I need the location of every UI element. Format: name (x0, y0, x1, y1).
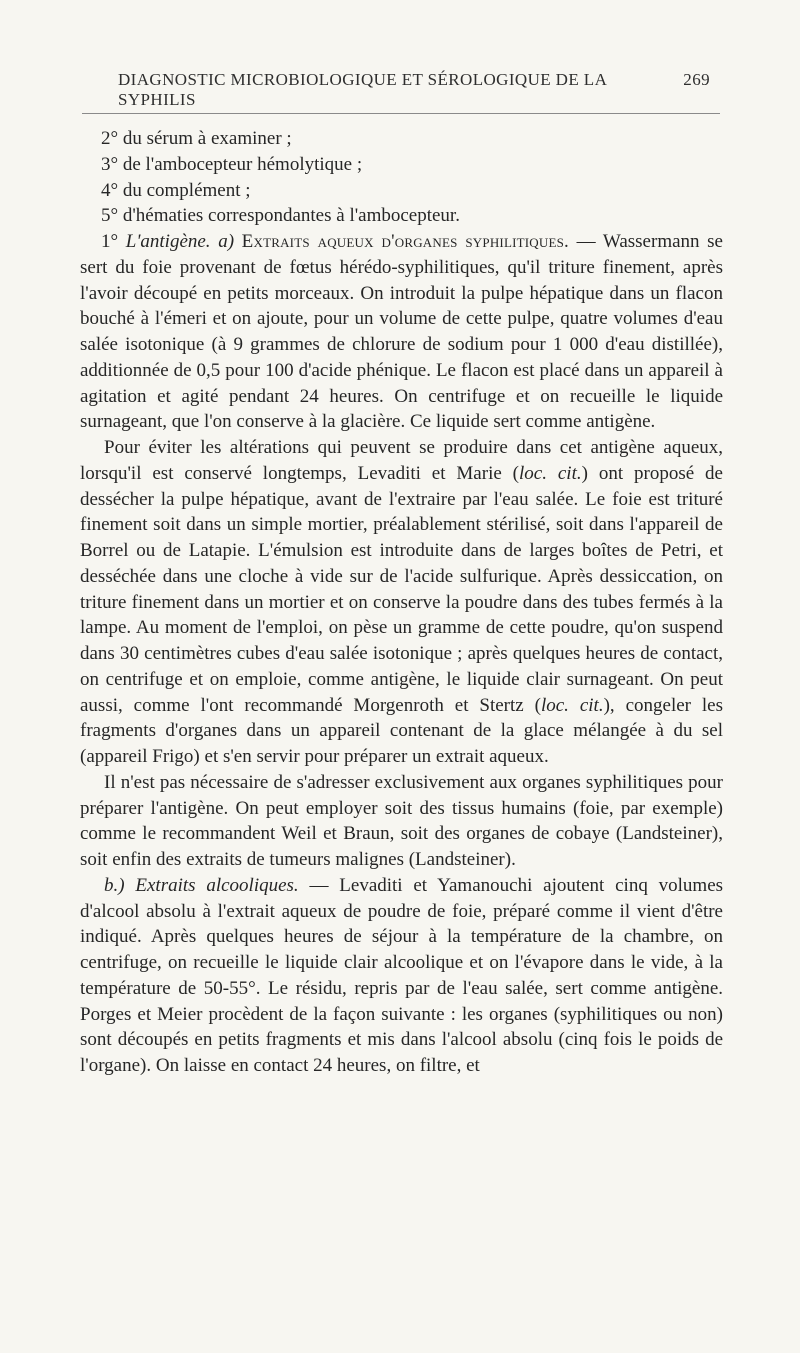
section-number: 1° (101, 231, 119, 252)
antigen-paragraph (80, 229, 723, 435)
list-item: 4° du complément ; (101, 179, 251, 201)
paragraph-text: ), congeler les fragments d'organes dans un appareil contenant de la glace mélangée à du sel (appareil Frigo) et s'en servir pour préparer un extrait aqueux. (80, 694, 724, 767)
list-item: 3° de l'ambocepteur hémolytique ; (101, 153, 363, 175)
section-heading: L'antigène. (125, 231, 211, 252)
paragraph-other-organs: Il n'est pas nécessaire de s'adresser exclusivement aux organes syphilitiques pour préparer l'antigène. On peut employer soit des tissus humains (foie, par exemple) comme le recommandent Weil et Braun, soit des organes de cobaye (Landsteiner), soit enfin des extraits de tumeurs malignes (Landsteiner). (80, 771, 723, 870)
subsection-title: Extraits alcooliques. (135, 874, 299, 896)
body-text (80, 126, 723, 1079)
subsection-title: Extraits aqueux d'organes syphilitiques. (241, 231, 569, 252)
paragraph-text: — Levaditi et Yamanouchi ajoutent cinq volumes d'alcool absolu à l'extrait aqueux de poudre de foie, préparé comme il vient d'être indiqué. Après quelques heures de séjour à la température de la chambre, on centrifuge, on recueille le liquide clair alcoolique et on l'évapore dans le vide, à la température de 50-55°. Le résidu, repris par de l'eau salée, sert comme antigène. Porges et Meier procèdent de la façon suivante : les organes (syphilitiques ou non) sont découpés en petits fragments et mis dans l'alcool absolu (cinq fois le poids de l'organe). On laisse en contact 24 heures, on filtre, et (80, 874, 724, 1076)
list-item: 2° du sérum à examiner ; (101, 128, 292, 149)
page-number: 269 (683, 70, 710, 89)
list-item: 5° d'hématies correspondantes à l'ambocepteur. (101, 205, 460, 227)
subsection-letter: a) (218, 231, 235, 252)
citation: loc. cit. (519, 462, 582, 484)
subsection-letter: b.) (104, 874, 125, 896)
paragraph-text: Pour éviter les altérations qui peuvent se produire dans cet antigène aqueux, lorsqu'il est conservé longtemps, Levaditi et Marie ( (80, 437, 723, 484)
paragraph-text: ) ont proposé de dessécher la pulpe hépatique, avant de l'extraire par l'eau salée. Le foie est trituré finement soit dans un simple mortier, préalablement stérilisé, soit dans l'appareil de Borrel ou de Latapie. L'émulsion est introduite dans de larges boîtes de Petri, et desséchée dans une cloche à vide sur de l'acide sulfurique. Après dessiccation, on triture finement dans un mortier et on conserve la poudre dans des tubes fermés à la lampe. Au moment de l'emploi, on pèse un gramme de cette poudre, qu'on suspend dans 30 centimètres cubes d'eau salée isotonique ; après quelques heures de contact, on centrifuge et on emploie, comme antigène, le liquide clair surnageant. On peut aussi, comme l'ont recommandé Morgenroth et Stertz ( (80, 462, 723, 716)
header-rule (82, 113, 720, 114)
paragraph-alcohol-extracts (80, 873, 723, 1079)
paragraph-text: — Wassermann se sert du foie provenant de fœtus hérédo-syphilitiques, qu'il triture finement, après l'avoir découpé en petits morceaux. On introduit la pulpe hépatique dans un flacon bouché à l'émeri et on ajoute, pour un volume de cette pulpe, quatre volumes d'eau salée isotonique (à 9 grammes de chlorure de sodium pour 1 000 d'eau distillée), additionnée de 0,5 pour 100 d'acide phénique. Le flacon est placé dans un appareil à agitation et agité pendant 24 heures. On centrifuge et on recueille le liquide surnageant, que l'on conserve à la glacière. Ce liquide sert comme antigène. (80, 231, 723, 433)
citation: loc. cit. (540, 694, 604, 716)
running-header (118, 70, 710, 110)
running-title: DIAGNOSTIC MICROBIOLOGIQUE ET SÉROLOGIQUE DE LA SYPHILIS (118, 70, 607, 109)
paragraph-drying (80, 435, 723, 770)
